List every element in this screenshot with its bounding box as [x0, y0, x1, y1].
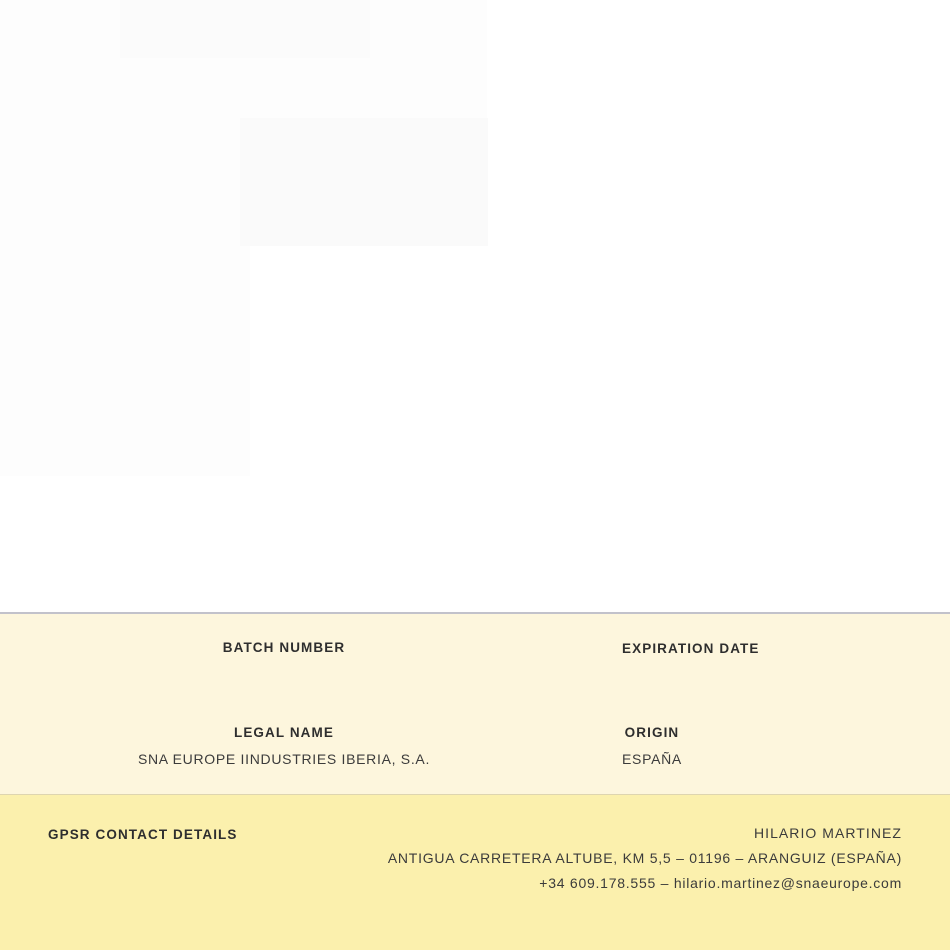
field-value: ESPAÑA: [622, 751, 682, 767]
specs-row: [0, 640, 950, 667]
gpsr-title: GPSR CONTACT DETAILS: [48, 827, 238, 842]
image-placeholder-block: [0, 246, 250, 476]
field-legal-name: [0, 725, 568, 769]
field-label: ORIGIN: [624, 725, 680, 740]
field-label: EXPIRATION DATE: [622, 641, 760, 656]
image-placeholder-block: [120, 0, 370, 58]
specs-section: [0, 614, 950, 794]
specs-row: [0, 725, 950, 769]
field-label: LEGAL NAME: [233, 725, 334, 740]
field-value: SNA EUROPE IINDUSTRIES IBERIA, S.A.: [137, 751, 431, 767]
field-expiration-date: [568, 640, 950, 667]
gpsr-section: [0, 795, 950, 950]
field-batch-number: [0, 640, 568, 667]
gpsr-phone-email: +34 609.178.555 – hilario.martinez@snaeurope.com: [539, 875, 902, 891]
gpsr-address: ANTIGUA CARRETERA ALTUBE, KM 5,5 – 01196 – ARANGUIZ (ESPAÑA): [387, 850, 902, 866]
gpsr-contact-name: HILARIO MARTINEZ: [753, 825, 902, 841]
image-placeholder-block: [240, 118, 488, 246]
field-origin: [568, 725, 950, 769]
field-label: BATCH NUMBER: [222, 640, 346, 655]
